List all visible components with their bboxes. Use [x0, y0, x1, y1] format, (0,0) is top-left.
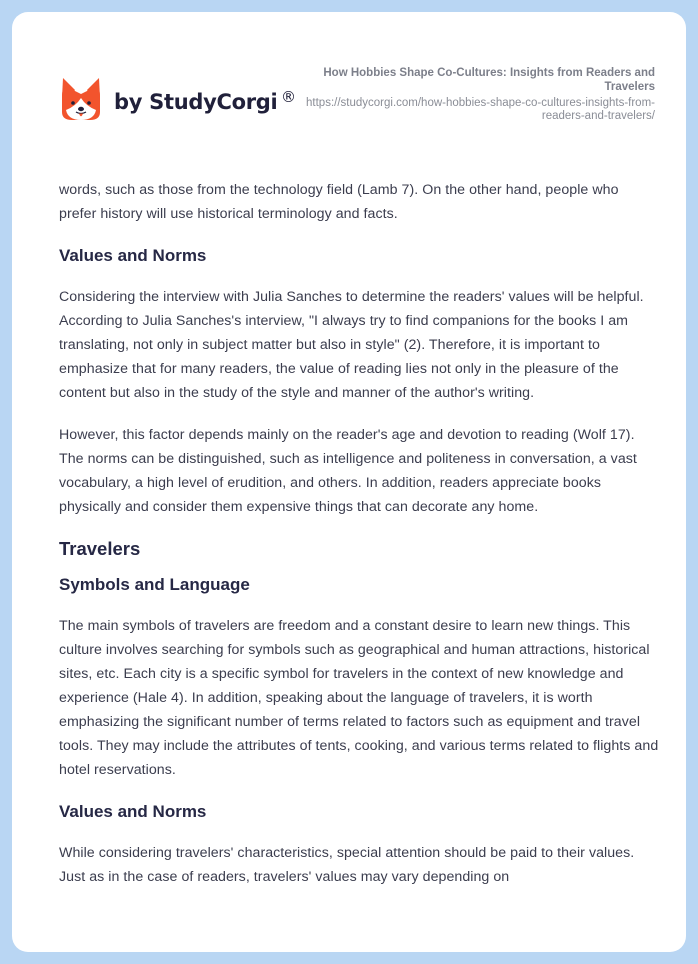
section-heading-values-norms-readers: Values and Norms: [59, 246, 207, 265]
paragraph: Considering the interview with Julia Sanches to determine the readers' values will be helpful. According to Julia Sanches's interview, "I always try to find companions for the books I am translating, not only in subject matter but also in style" (2). Therefore, it is important to emphasize that for many readers, the value of reading lies not only in the pleasure of the content but also in the study of the style and manner of the author's writing.: [59, 289, 644, 401]
document-title: How Hobbies Shape Co-Cultures: Insights from Readers and Travelers: [323, 67, 655, 93]
page-header: [12, 12, 686, 162]
corgi-face-icon: [60, 76, 102, 122]
paragraph: While considering travelers' characteristics, special attention should be paid to their values. Just as in the case of readers, travelers' values may vary depending on: [59, 845, 635, 885]
paragraph: However, this factor depends mainly on the reader's age and devotion to reading (Wolf 17). The norms can be distinguished, such as intelligence and politeness in conversation, a vast vocabulary, a high level of erudition, and others. In addition, readers appreciate books physically and consider them expensive things that can decorate any home.: [59, 427, 637, 515]
paragraph: words, such as those from the technology field (Lamb 7). On the other hand, people who prefer history will use historical terminology and facts.: [59, 182, 619, 222]
document-url[interactable]: https://studycorgi.com/how-hobbies-shape-co-cultures-insights-from-readers-and-travelers/: [306, 97, 655, 122]
studycorgi-logo[interactable]: [60, 76, 296, 122]
document-page: [12, 12, 686, 952]
section-heading-travelers: Travelers: [59, 538, 141, 559]
section-heading-symbols-language: Symbols and Language: [59, 575, 250, 594]
section-heading-values-norms-travelers: Values and Norms: [59, 802, 207, 821]
brand-name: by StudyCorgi: [114, 90, 278, 114]
paragraph: The main symbols of travelers are freedom and a constant desire to learn new things. This culture involves searching for symbols such as geographical and human attractions, historical sites, etc. Each city is a specific symbol for travelers in the context of new knowledge and experience (Hale 4). In addition, speaking about the language of travelers, it is worth emphasizing the significant number of terms related to factors such as equipment and travel tools. They may include the attributes of tents, cooking, and various terms related to flights and hotel reservations.: [59, 618, 659, 778]
registered-mark: ®: [281, 88, 296, 106]
document-meta: [295, 66, 655, 123]
article-body: [59, 178, 659, 907]
